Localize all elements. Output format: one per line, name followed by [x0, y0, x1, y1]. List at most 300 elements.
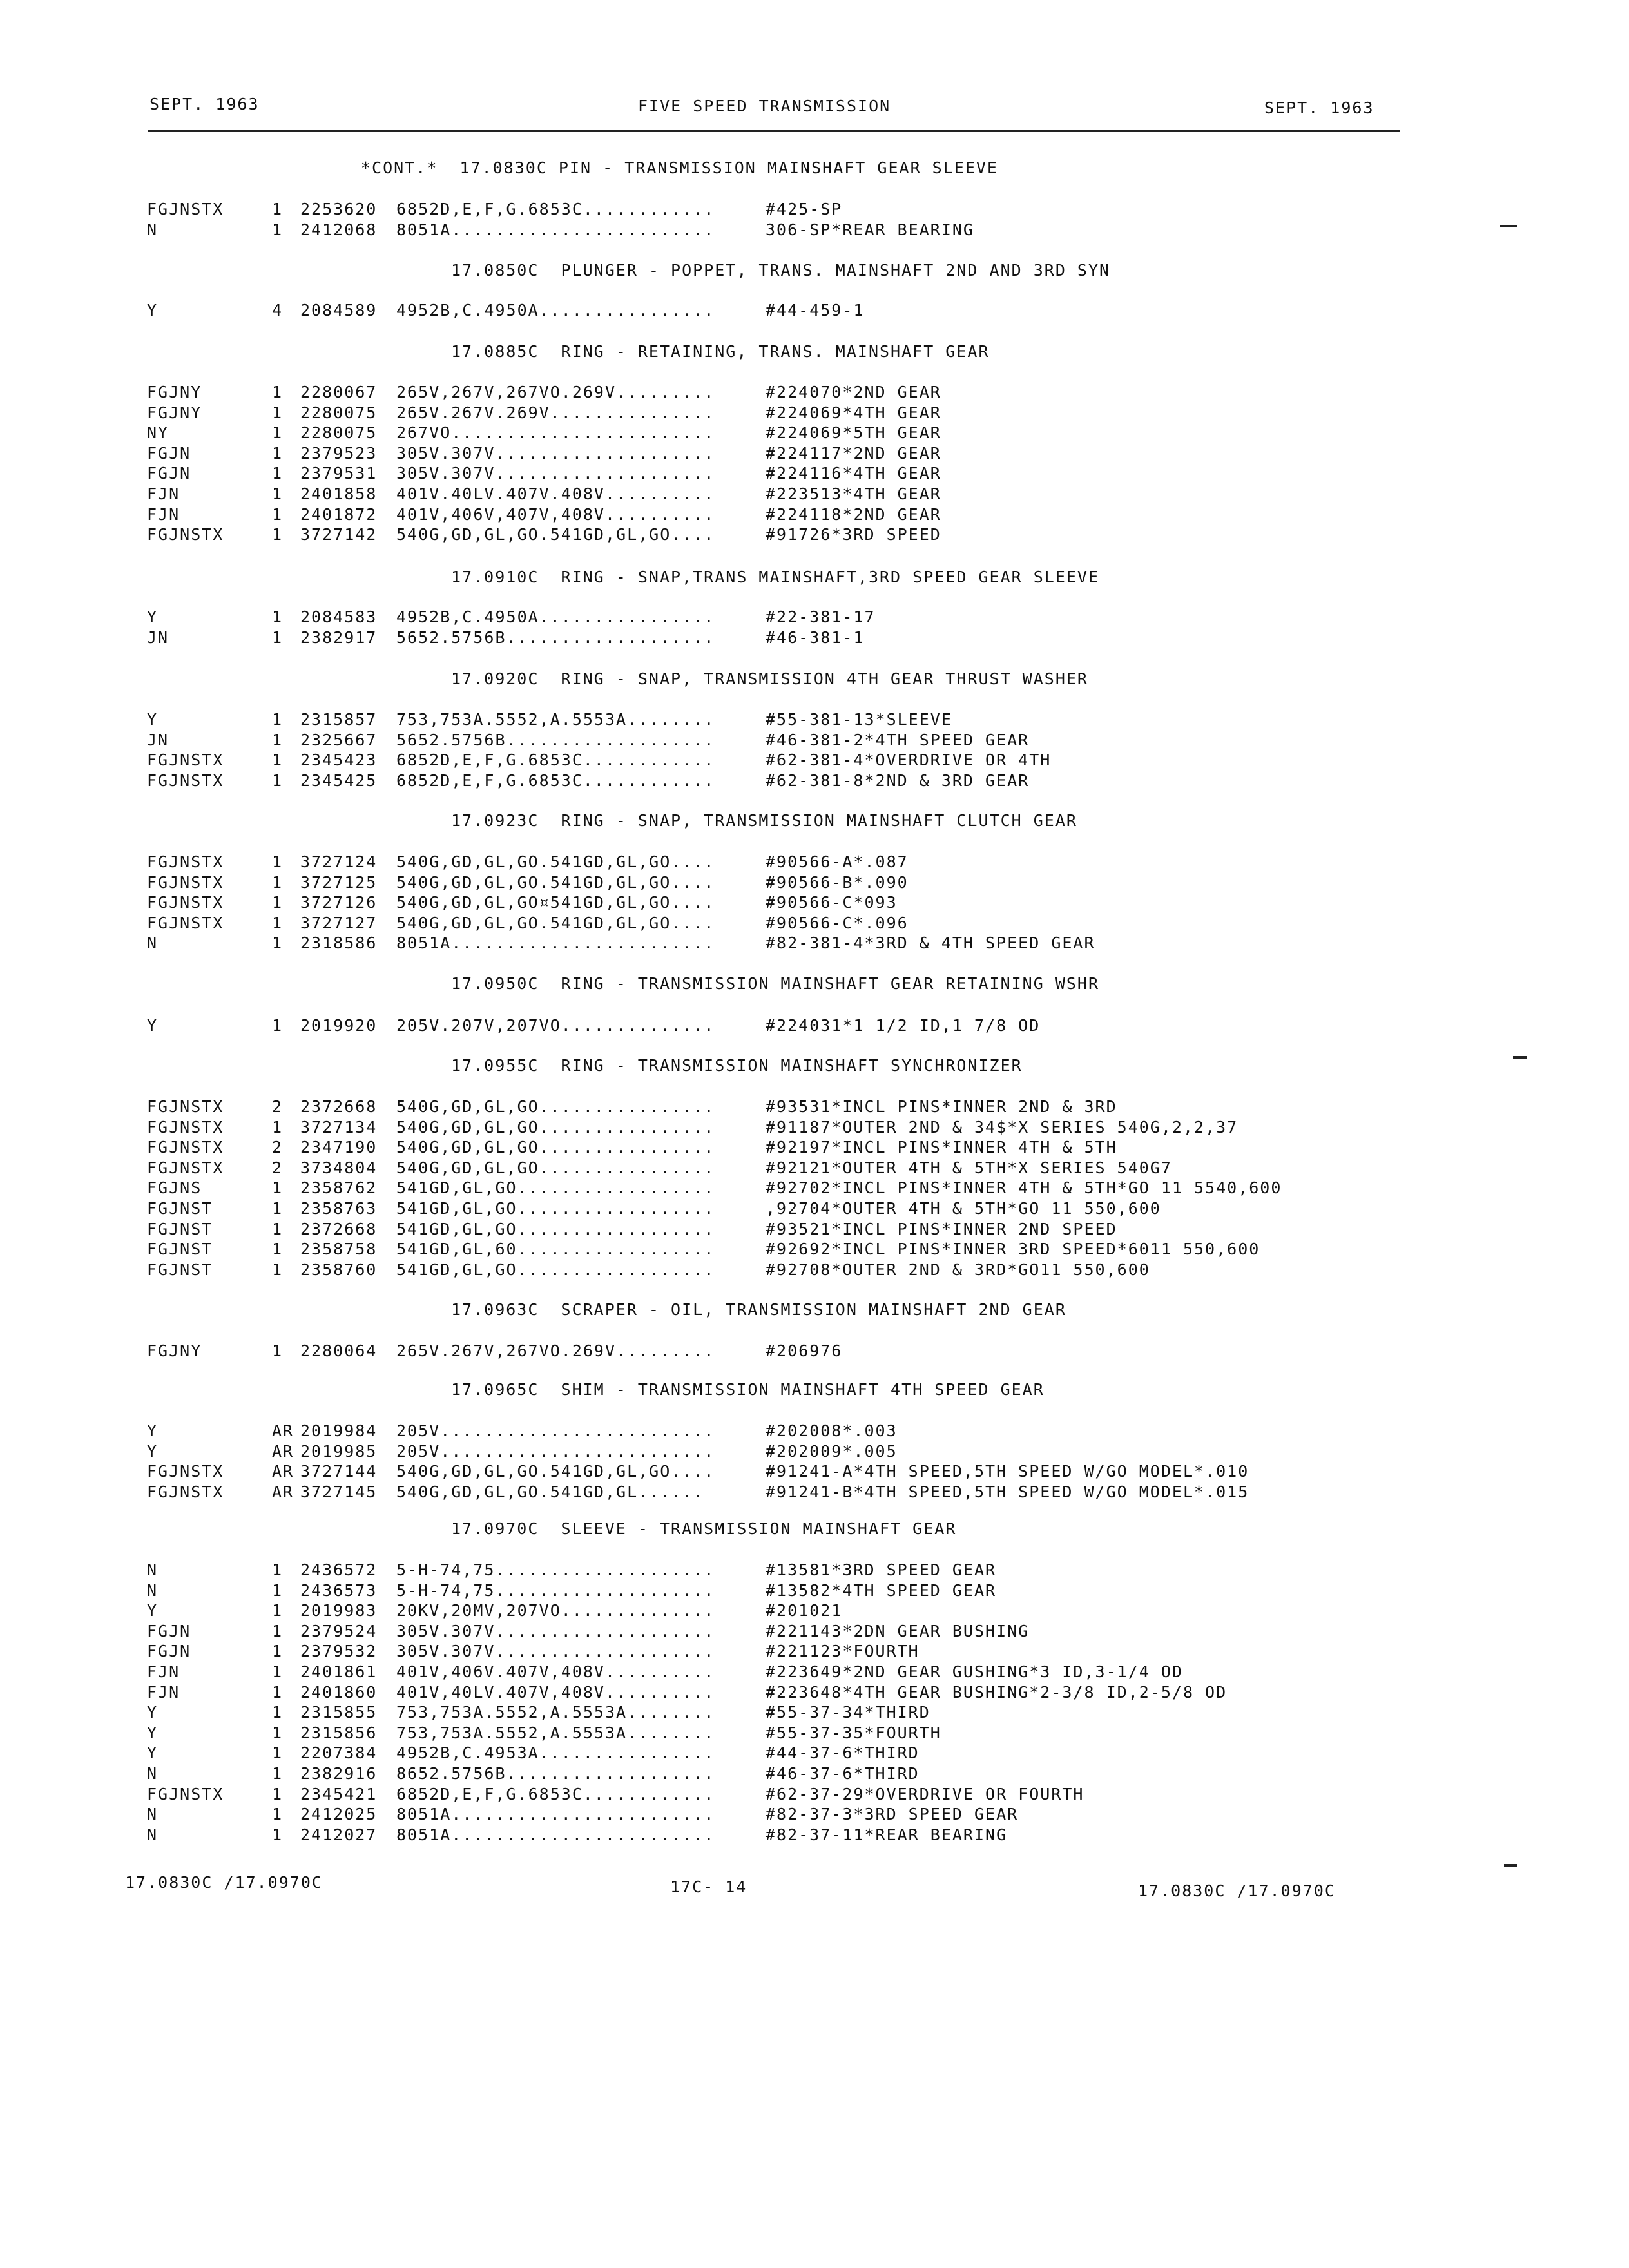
applicable-models: 401V,40LV.407V,408V.......... — [396, 1683, 715, 1702]
reference-description: #92702*INCL PINS*INNER 4TH & 5TH*GO 11 5540,600 — [766, 1178, 1282, 1197]
model-code: Y — [147, 1601, 159, 1620]
applicable-models: 753,753A.5552,A.5553A........ — [396, 710, 715, 729]
applicable-models: 540G,GD,GL,GO.541GD,GL...... — [396, 1483, 704, 1501]
quantity: 1 — [272, 1016, 284, 1035]
page-number: 17C- 14 — [670, 1878, 747, 1896]
quantity: 1 — [272, 1785, 284, 1803]
applicable-models: 753,753A.5552,A.5553A........ — [396, 1703, 715, 1722]
part-row — [0, 1662, 1629, 1682]
part-row — [0, 1341, 1629, 1361]
quantity: 1 — [272, 1703, 284, 1722]
applicable-models: 540G,GD,GL,GO................ — [396, 1158, 715, 1177]
applicable-models: 305V.307V.................... — [396, 1622, 715, 1640]
part-row — [0, 1239, 1629, 1259]
quantity: 2 — [272, 1158, 284, 1177]
model-code: JN — [147, 628, 169, 647]
part-number: 2379524 — [300, 1622, 378, 1640]
quantity: 1 — [272, 1825, 284, 1844]
model-code: FJN — [147, 505, 180, 524]
model-code: FGJN — [147, 1642, 191, 1660]
quantity: 1 — [272, 1662, 284, 1681]
reference-description: #92708*OUTER 2ND & 3RD*GO11 550,600 — [766, 1260, 1150, 1279]
header-rule — [148, 130, 1400, 132]
part-row — [0, 199, 1629, 219]
quantity: 1 — [272, 1724, 284, 1742]
model-code: FGJNST — [147, 1220, 213, 1238]
model-code: FGJNSTX — [147, 1138, 224, 1157]
part-row — [0, 1743, 1629, 1763]
quantity: 1 — [272, 1683, 284, 1702]
applicable-models: 8051A........................ — [396, 1805, 715, 1823]
quantity: AR — [272, 1483, 294, 1501]
part-number: 2379532 — [300, 1642, 378, 1660]
part-row — [0, 628, 1629, 648]
quantity: 1 — [272, 1178, 284, 1197]
part-number: 2412068 — [300, 220, 378, 239]
part-row — [0, 220, 1629, 240]
model-code: JN — [147, 731, 169, 749]
part-number: 2436572 — [300, 1561, 378, 1579]
part-row — [0, 1219, 1629, 1239]
part-number: 2280075 — [300, 423, 378, 442]
reference-description: #90566-A*.087 — [766, 852, 909, 871]
quantity: 1 — [272, 423, 284, 442]
header-title: FIVE SPEED TRANSMISSION — [638, 97, 891, 115]
model-code: FGJNSTX — [147, 1097, 224, 1116]
header-left: SEPT. 1963 — [149, 95, 260, 113]
model-code: FGJNSTX — [147, 1118, 224, 1137]
quantity: 1 — [272, 1240, 284, 1258]
reference-description: #221143*2DN GEAR BUSHING — [766, 1622, 1030, 1640]
quantity: 1 — [272, 200, 284, 218]
model-code: FGJN — [147, 444, 191, 463]
section-title: 17.0910C RING - SNAP,TRANS MAINSHAFT,3RD SPEED GEAR SLEEVE — [451, 568, 1100, 586]
model-code: Y — [147, 301, 159, 320]
part-row — [0, 1482, 1629, 1502]
reference-description: #224117*2ND GEAR — [766, 444, 941, 463]
section-title: 17.0955C RING - TRANSMISSION MAINSHAFT SYNCHRONIZER — [451, 1056, 1023, 1075]
part-number: 2280064 — [300, 1341, 378, 1360]
applicable-models: 20KV,20MV,207VO.............. — [396, 1601, 715, 1620]
part-number: 2019920 — [300, 1016, 378, 1035]
part-row — [0, 852, 1629, 872]
quantity: 1 — [272, 1744, 284, 1762]
part-row — [0, 1158, 1629, 1178]
applicable-models: 305V.307V.................... — [396, 464, 715, 483]
quantity: 1 — [272, 1764, 284, 1783]
quantity: 1 — [272, 893, 284, 912]
section-title: 17.0965C SHIM - TRANSMISSION MAINSHAFT 4TH SPEED GEAR — [451, 1380, 1045, 1399]
reference-description: #224070*2ND GEAR — [766, 383, 941, 401]
applicable-models: 265V.267V,267VO.269V......... — [396, 1341, 715, 1360]
applicable-models: 540G,GD,GL,GO.541GD,GL,GO.... — [396, 852, 715, 871]
quantity: 1 — [272, 914, 284, 932]
model-code: N — [147, 1825, 159, 1844]
applicable-models: 540G,GD,GL,GO.541GD,GL,GO.... — [396, 1462, 715, 1481]
quantity: 1 — [272, 1805, 284, 1823]
part-row — [0, 1461, 1629, 1481]
part-number: 2436573 — [300, 1581, 378, 1600]
quantity: 1 — [272, 1341, 284, 1360]
part-number: 2382917 — [300, 628, 378, 647]
quantity: 1 — [272, 525, 284, 544]
model-code: FJN — [147, 485, 180, 503]
reference-description: #62-37-29*OVERDRIVE OR FOURTH — [766, 1785, 1084, 1803]
part-row — [0, 1260, 1629, 1280]
part-number: 2379531 — [300, 464, 378, 483]
part-row — [0, 1600, 1629, 1620]
applicable-models: 5-H-74,75.................... — [396, 1561, 715, 1579]
applicable-models: 541GD,GL,60.................. — [396, 1240, 715, 1258]
part-row — [0, 423, 1629, 443]
part-number: 2358763 — [300, 1199, 378, 1218]
quantity: 1 — [272, 1118, 284, 1137]
part-number: 2401858 — [300, 485, 378, 503]
margin-mark — [1513, 1056, 1527, 1059]
part-number: 3727126 — [300, 893, 378, 912]
part-number: 2382916 — [300, 1764, 378, 1783]
applicable-models: 5652.5756B................... — [396, 628, 715, 647]
model-code: FGJNY — [147, 383, 202, 401]
part-row — [0, 1178, 1629, 1198]
reference-description: #13582*4TH SPEED GEAR — [766, 1581, 997, 1600]
reference-description: #201021 — [766, 1601, 843, 1620]
quantity: 1 — [272, 464, 284, 483]
part-row — [0, 1784, 1629, 1804]
part-number: 2019985 — [300, 1442, 378, 1461]
reference-description: #92692*INCL PINS*INNER 3RD SPEED*6011 550,600 — [766, 1240, 1260, 1258]
quantity: 1 — [272, 485, 284, 503]
part-number: 2412025 — [300, 1805, 378, 1823]
quantity: 1 — [272, 383, 284, 401]
applicable-models: 540G,GD,GL,GO................ — [396, 1118, 715, 1137]
reference-description: #44-37-6*THIRD — [766, 1744, 920, 1762]
part-number: 2345421 — [300, 1785, 378, 1803]
margin-mark — [1500, 225, 1517, 227]
reference-description: #224116*4TH GEAR — [766, 464, 941, 483]
quantity: 1 — [272, 1601, 284, 1620]
part-number: 2401860 — [300, 1683, 378, 1702]
part-number: 2358760 — [300, 1260, 378, 1279]
model-code: Y — [147, 608, 159, 626]
part-row — [0, 1641, 1629, 1661]
reference-description: #91241-B*4TH SPEED,5TH SPEED W/GO MODEL*.015 — [766, 1483, 1249, 1501]
applicable-models: 8051A........................ — [396, 1825, 715, 1844]
applicable-models: 265V,267V,267VO.269V......... — [396, 383, 715, 401]
part-number: 3734804 — [300, 1158, 378, 1177]
model-code: FGJNSTX — [147, 1462, 224, 1481]
applicable-models: 205V......................... — [396, 1421, 715, 1440]
part-row — [0, 892, 1629, 912]
applicable-models: 540G,GD,GL,GO¤541GD,GL,GO.... — [396, 893, 715, 912]
part-row — [0, 403, 1629, 423]
part-number: 3727145 — [300, 1483, 378, 1501]
applicable-models: 4952B,C.4953A................ — [396, 1744, 715, 1762]
quantity: 1 — [272, 628, 284, 647]
model-code: FJN — [147, 1662, 180, 1681]
applicable-models: 401V.40LV.407V.408V.......... — [396, 485, 715, 503]
part-number: 2280067 — [300, 383, 378, 401]
applicable-models: 541GD,GL,GO.................. — [396, 1178, 715, 1197]
part-number: 2315857 — [300, 710, 378, 729]
model-code: Y — [147, 1016, 159, 1035]
model-code: FGJNSTX — [147, 1785, 224, 1803]
part-row — [0, 1702, 1629, 1722]
part-row — [0, 1015, 1629, 1035]
reference-description: #90566-B*.090 — [766, 873, 909, 892]
applicable-models: 753,753A.5552,A.5553A........ — [396, 1724, 715, 1742]
part-row — [0, 1097, 1629, 1117]
part-number: 2207384 — [300, 1744, 378, 1762]
section-title: *CONT.* 17.0830C PIN - TRANSMISSION MAINSHAFT GEAR SLEEVE — [361, 159, 998, 177]
reference-description: #224118*2ND GEAR — [766, 505, 941, 524]
reference-description: #46-381-1 — [766, 628, 865, 647]
part-number: 2345425 — [300, 771, 378, 790]
reference-description: #90566-C*093 — [766, 893, 898, 912]
reference-description: #91726*3RD SPEED — [766, 525, 941, 544]
section-title: 17.0923C RING - SNAP, TRANSMISSION MAINSHAFT CLUTCH GEAR — [451, 811, 1077, 830]
model-code: N — [147, 1561, 159, 1579]
quantity: 1 — [272, 873, 284, 892]
section-title: 17.0963C SCRAPER - OIL, TRANSMISSION MAINSHAFT 2ND GEAR — [451, 1300, 1066, 1319]
reference-description: #62-381-4*OVERDRIVE OR 4TH — [766, 751, 1052, 769]
model-code: Y — [147, 710, 159, 729]
model-code: Y — [147, 1421, 159, 1440]
part-row — [0, 443, 1629, 463]
part-row — [0, 463, 1629, 483]
part-row — [0, 1560, 1629, 1580]
model-code: Y — [147, 1724, 159, 1742]
reference-description: #46-381-2*4TH SPEED GEAR — [766, 731, 1030, 749]
applicable-models: 6852D,E,F,G.6853C............ — [396, 771, 715, 790]
reference-description: #223648*4TH GEAR BUSHING*2-3/8 ID,2-5/8 OD — [766, 1683, 1228, 1702]
part-number: 2019983 — [300, 1601, 378, 1620]
quantity: 1 — [272, 403, 284, 422]
reference-description: #92121*OUTER 4TH & 5TH*X SERIES 540G7 — [766, 1158, 1172, 1177]
quantity: 1 — [272, 1622, 284, 1640]
model-code: Y — [147, 1442, 159, 1461]
reference-description: #206976 — [766, 1341, 843, 1360]
reference-description: #22-381-17 — [766, 608, 876, 626]
reference-description: #93531*INCL PINS*INNER 2ND & 3RD — [766, 1097, 1117, 1116]
quantity: 1 — [272, 220, 284, 239]
part-row — [0, 382, 1629, 402]
applicable-models: 8051A........................ — [396, 934, 715, 952]
model-code: N — [147, 220, 159, 239]
part-row — [0, 1137, 1629, 1157]
part-number: 3727134 — [300, 1118, 378, 1137]
applicable-models: 205V.207V,207VO.............. — [396, 1016, 715, 1035]
model-code: FGJNSTX — [147, 1483, 224, 1501]
reference-description: ,92704*OUTER 4TH & 5TH*GO 11 550,600 — [766, 1199, 1161, 1218]
quantity: 1 — [272, 1642, 284, 1660]
part-row — [0, 1825, 1629, 1845]
part-row — [0, 1621, 1629, 1641]
part-row — [0, 872, 1629, 892]
reference-description: #55-381-13*SLEEVE — [766, 710, 952, 729]
part-row — [0, 505, 1629, 524]
model-code: FGJNSTX — [147, 893, 224, 912]
model-code: FGJNSTX — [147, 525, 224, 544]
part-row — [0, 300, 1629, 320]
reference-description: #90566-C*.096 — [766, 914, 909, 932]
model-code: FGJNS — [147, 1178, 202, 1197]
model-code: Y — [147, 1703, 159, 1722]
part-number: 2325667 — [300, 731, 378, 749]
reference-description: #82-381-4*3RD & 4TH SPEED GEAR — [766, 934, 1095, 952]
quantity: 1 — [272, 1561, 284, 1579]
reference-description: #91187*OUTER 2ND & 34$*X SERIES 540G,2,2,37 — [766, 1118, 1239, 1137]
model-code: FGJNSTX — [147, 200, 224, 218]
margin-mark — [1504, 1864, 1517, 1867]
part-number: 2401872 — [300, 505, 378, 524]
quantity: 1 — [272, 444, 284, 463]
quantity: 4 — [272, 301, 284, 320]
quantity: 1 — [272, 505, 284, 524]
applicable-models: 540G,GD,GL,GO.541GD,GL,GO.... — [396, 873, 715, 892]
part-number: 2084583 — [300, 608, 378, 626]
part-row — [0, 1723, 1629, 1743]
part-number: 3727127 — [300, 914, 378, 932]
applicable-models: 540G,GD,GL,GO................ — [396, 1138, 715, 1157]
quantity: 1 — [272, 1199, 284, 1218]
applicable-models: 541GD,GL,GO.................. — [396, 1199, 715, 1218]
part-number: 2345423 — [300, 751, 378, 769]
part-row — [0, 750, 1629, 770]
applicable-models: 305V.307V.................... — [396, 444, 715, 463]
part-row — [0, 1117, 1629, 1137]
model-code: N — [147, 1581, 159, 1600]
part-number: 2019984 — [300, 1421, 378, 1440]
part-number: 2318586 — [300, 934, 378, 952]
quantity: 1 — [272, 771, 284, 790]
quantity: 1 — [272, 1260, 284, 1279]
model-code: FGJNSTX — [147, 852, 224, 871]
applicable-models: 541GD,GL,GO.................. — [396, 1260, 715, 1279]
part-row — [0, 484, 1629, 504]
header-right: SEPT. 1963 — [1264, 99, 1374, 117]
quantity: AR — [272, 1421, 294, 1440]
part-number: 2372668 — [300, 1097, 378, 1116]
part-row — [0, 607, 1629, 627]
model-code: N — [147, 934, 159, 952]
quantity: AR — [272, 1462, 294, 1481]
part-number: 3727142 — [300, 525, 378, 544]
quantity: 1 — [272, 1220, 284, 1238]
model-code: FGJN — [147, 464, 191, 483]
part-row — [0, 771, 1629, 791]
reference-description: #425-SP — [766, 200, 843, 218]
reference-description: #92197*INCL PINS*INNER 4TH & 5TH — [766, 1138, 1117, 1157]
model-code: FGJNSTX — [147, 873, 224, 892]
reference-description: #223649*2ND GEAR GUSHING*3 ID,3-1/4 OD — [766, 1662, 1183, 1681]
applicable-models: 540G,GD,GL,GO.541GD,GL,GO.... — [396, 914, 715, 932]
part-row — [0, 1441, 1629, 1461]
model-code: N — [147, 1805, 159, 1823]
applicable-models: 8652.5756B................... — [396, 1764, 715, 1783]
section-title: 17.0950C RING - TRANSMISSION MAINSHAFT GEAR RETAINING WSHR — [451, 974, 1100, 993]
applicable-models: 5652.5756B................... — [396, 731, 715, 749]
model-code: FGJN — [147, 1622, 191, 1640]
reference-description: #224069*4TH GEAR — [766, 403, 941, 422]
section-title: 17.0970C SLEEVE - TRANSMISSION MAINSHAFT GEAR — [451, 1519, 957, 1538]
applicable-models: 4952B,C.4950A................ — [396, 301, 715, 320]
applicable-models: 205V......................... — [396, 1442, 715, 1461]
model-code: N — [147, 1764, 159, 1783]
reference-description: #221123*FOURTH — [766, 1642, 920, 1660]
part-row — [0, 913, 1629, 933]
applicable-models: 265V.267V.269V............... — [396, 403, 715, 422]
applicable-models: 6852D,E,F,G.6853C............ — [396, 751, 715, 769]
footer-left: 17.0830C /17.0970C — [125, 1873, 323, 1892]
part-row — [0, 933, 1629, 953]
applicable-models: 540G,GD,GL,GO.541GD,GL,GO.... — [396, 525, 715, 544]
footer-right: 17.0830C /17.0970C — [1138, 1881, 1336, 1900]
section-title: 17.0920C RING - SNAP, TRANSMISSION 4TH GEAR THRUST WASHER — [451, 669, 1088, 688]
part-number: 3727124 — [300, 852, 378, 871]
part-row — [0, 1421, 1629, 1441]
reference-description: #55-37-35*FOURTH — [766, 1724, 941, 1742]
reference-description: #82-37-11*REAR BEARING — [766, 1825, 1008, 1844]
reference-description: #93521*INCL PINS*INNER 2ND SPEED — [766, 1220, 1117, 1238]
model-code: FJN — [147, 1683, 180, 1702]
applicable-models: 540G,GD,GL,GO................ — [396, 1097, 715, 1116]
applicable-models: 4952B,C.4950A................ — [396, 608, 715, 626]
part-number: 2379523 — [300, 444, 378, 463]
part-row — [0, 1581, 1629, 1600]
model-code: FGJNST — [147, 1199, 213, 1218]
section-title: 17.0885C RING - RETAINING, TRANS. MAINSHAFT GEAR — [451, 342, 990, 361]
model-code: FGJNST — [147, 1260, 213, 1279]
model-code: FGJNSTX — [147, 914, 224, 932]
quantity: 1 — [272, 934, 284, 952]
part-number: 2358758 — [300, 1240, 378, 1258]
part-number: 2315856 — [300, 1724, 378, 1742]
quantity: 1 — [272, 710, 284, 729]
part-number: 2253620 — [300, 200, 378, 218]
part-row — [0, 1763, 1629, 1783]
model-code: FGJNY — [147, 403, 202, 422]
applicable-models: 401V,406V.407V,408V.......... — [396, 1662, 715, 1681]
reference-description: #224069*5TH GEAR — [766, 423, 941, 442]
part-number: 2412027 — [300, 1825, 378, 1844]
part-row — [0, 524, 1629, 544]
quantity: 1 — [272, 731, 284, 749]
quantity: AR — [272, 1442, 294, 1461]
applicable-models: 5-H-74,75.................... — [396, 1581, 715, 1600]
part-number: 3727144 — [300, 1462, 378, 1481]
quantity: 1 — [272, 852, 284, 871]
part-row — [0, 1682, 1629, 1702]
quantity: 2 — [272, 1138, 284, 1157]
reference-description: #46-37-6*THIRD — [766, 1764, 920, 1783]
part-number: 2280075 — [300, 403, 378, 422]
reference-description: #62-381-8*2ND & 3RD GEAR — [766, 771, 1030, 790]
part-number: 2358762 — [300, 1178, 378, 1197]
model-code: FGJNST — [147, 1240, 213, 1258]
applicable-models: 541GD,GL,GO.................. — [396, 1220, 715, 1238]
model-code: Y — [147, 1744, 159, 1762]
part-row — [0, 1198, 1629, 1218]
model-code: FGJNSTX — [147, 751, 224, 769]
reference-description: #82-37-3*3RD SPEED GEAR — [766, 1805, 1019, 1823]
model-code: NY — [147, 423, 169, 442]
applicable-models: 305V.307V.................... — [396, 1642, 715, 1660]
quantity: 1 — [272, 608, 284, 626]
reference-description: 306-SP*REAR BEARING — [766, 220, 974, 239]
applicable-models: 8051A........................ — [396, 220, 715, 239]
applicable-models: 6852D,E,F,G.6853C............ — [396, 1785, 715, 1803]
